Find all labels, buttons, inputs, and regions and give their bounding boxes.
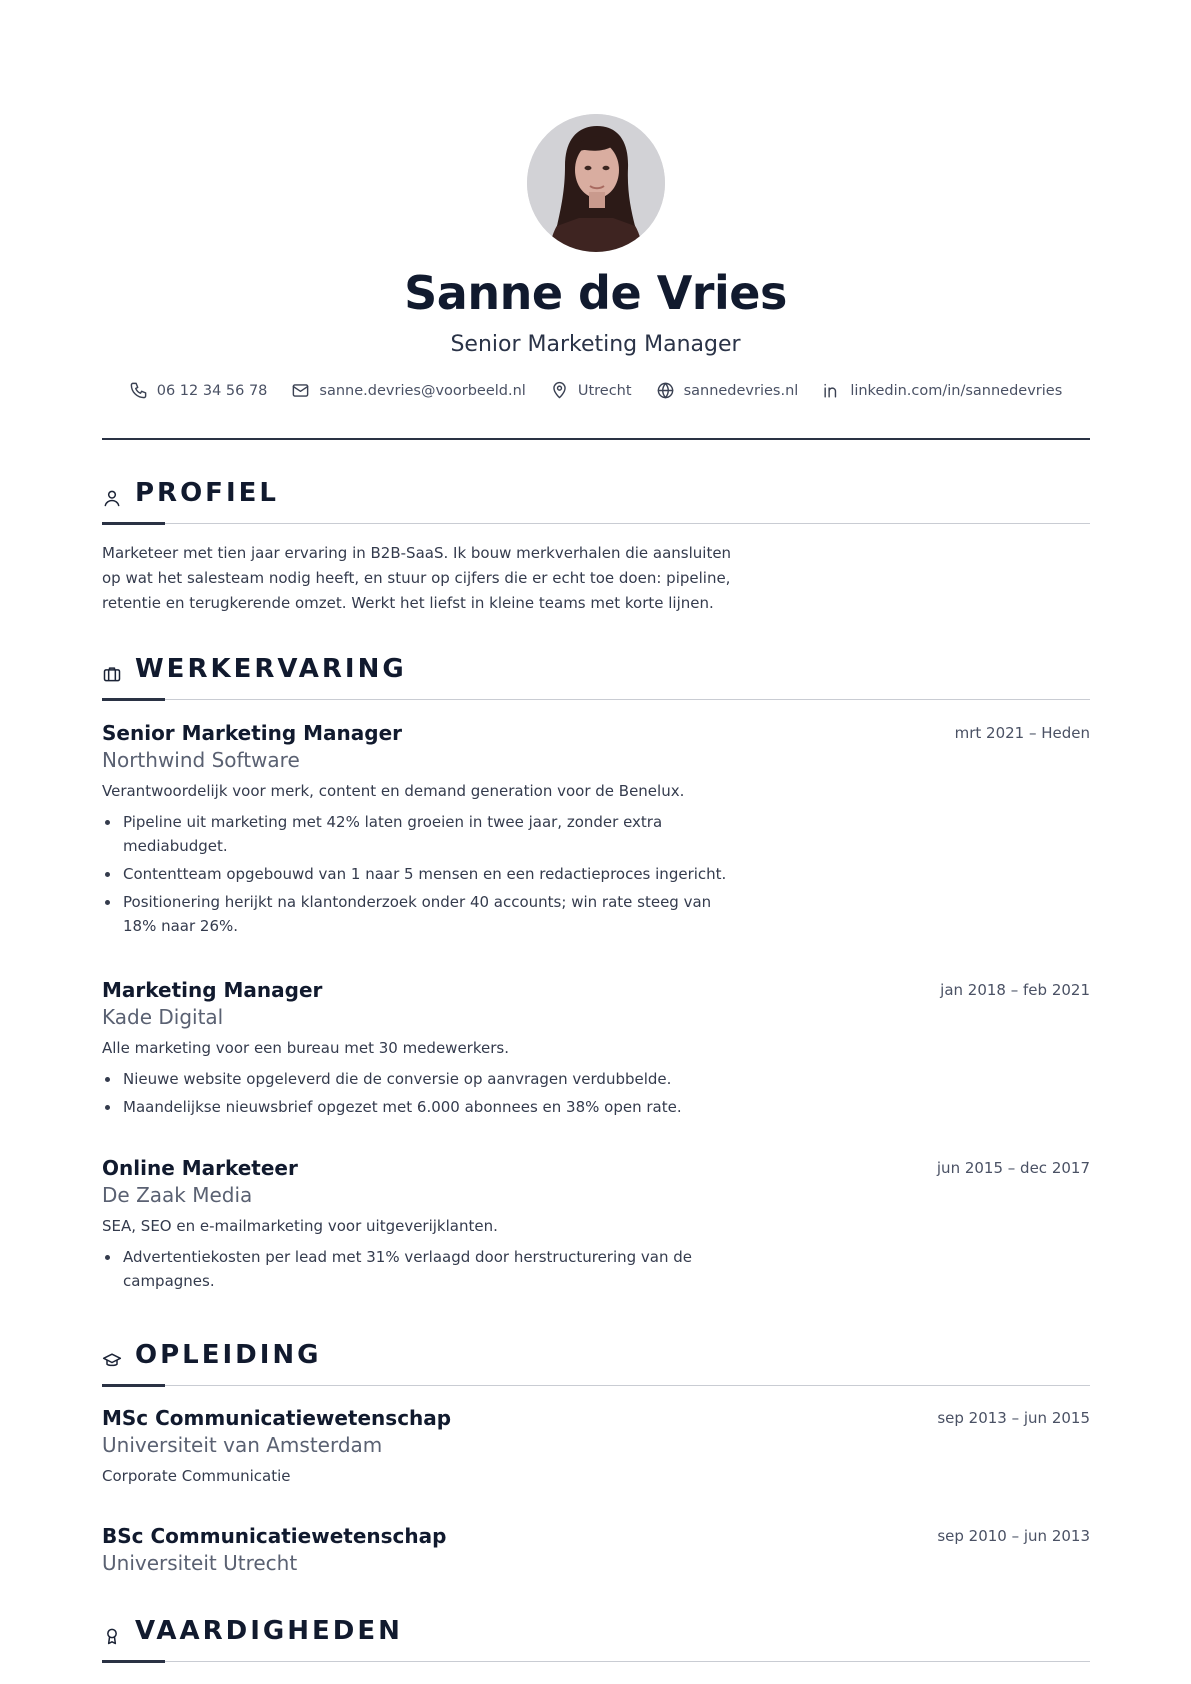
award-ribbon-icon <box>102 1626 122 1646</box>
section-accent-bar <box>102 698 165 701</box>
job-title: Online Marketeer <box>102 1156 298 1180</box>
experience-entry <box>102 977 1090 1123</box>
date-range: jun 2015 – dec 2017 <box>936 1159 1090 1177</box>
education-entry <box>102 1405 1090 1487</box>
experience-entry <box>102 720 1090 942</box>
section-skills-title: VAARDIGHEDEN <box>135 1616 403 1646</box>
section-accent-bar <box>102 522 165 525</box>
globe-icon <box>656 381 675 400</box>
candidate-name: Sanne de Vries <box>404 266 787 320</box>
candidate-headline: Senior Marketing Manager <box>450 332 741 357</box>
contact-website-text: sannedevries.nl <box>683 382 799 399</box>
list-item: Maandelijkse nieuwsbrief opgezet met 6.000 abonnees en 38% open rate. <box>102 1095 742 1119</box>
list-item: Positionering herijkt na klantonderzoek onder 40 accounts; win rate steeg van 18% naar 26%. <box>102 890 742 938</box>
job-summary: Alle marketing voor een bureau met 30 medewerkers. <box>102 1039 509 1057</box>
avatar <box>527 114 665 252</box>
section-education-title: OPLEIDING <box>135 1340 322 1370</box>
achievement-list <box>102 810 742 938</box>
employer: Kade Digital <box>102 1005 224 1029</box>
section-accent-bar <box>102 1660 165 1663</box>
section-experience-title: WERKERVARING <box>135 654 407 684</box>
header-divider <box>102 438 1090 440</box>
contact-email[interactable] <box>291 381 525 400</box>
education-entry <box>102 1523 1090 1577</box>
list-item: Nieuwe website opgeleverd die de conversie op aanvragen verdubbelde. <box>102 1067 742 1091</box>
section-accent-bar <box>102 1384 165 1387</box>
contact-linkedin[interactable] <box>822 381 1062 400</box>
degree-title: MSc Communicatiewetenschap <box>102 1406 452 1430</box>
employer: De Zaak Media <box>102 1183 253 1207</box>
contact-website[interactable] <box>656 381 799 400</box>
contact-bar <box>0 381 1191 400</box>
section-divider <box>102 1385 1090 1386</box>
achievement-list <box>102 1245 742 1293</box>
location-pin-icon <box>550 381 569 400</box>
section-profile-header <box>102 474 1090 524</box>
section-profile-title: PROFIEL <box>135 478 279 508</box>
contact-linkedin-text: linkedin.com/in/sannedevries <box>850 382 1063 399</box>
achievement-list <box>102 1067 742 1119</box>
contact-email-text: sanne.devries@voorbeeld.nl <box>319 382 526 399</box>
institution: Universiteit van Amsterdam <box>102 1433 383 1457</box>
mail-icon <box>291 381 310 400</box>
profile-summary: Marketeer met tien jaar ervaring in B2B-SaaS. Ik bouw merkverhalen die aansluiten op wat het salesteam nodig heeft, en stuur op cijfers die er echt toe doen: pipeline, retentie en terugkerende omzet. Werkt het liefst in kleine teams met korte lijnen. <box>102 544 732 612</box>
linkedin-icon <box>822 381 841 400</box>
briefcase-icon <box>102 664 122 684</box>
date-range: sep 2010 – jun 2013 <box>937 1527 1090 1545</box>
contact-phone[interactable] <box>129 381 268 400</box>
specialization: Corporate Communicatie <box>102 1467 291 1485</box>
contact-location-text: Utrecht <box>577 382 632 399</box>
experience-entry <box>102 1155 1090 1297</box>
section-divider <box>102 1661 1090 1662</box>
job-summary: SEA, SEO en e-mailmarketing voor uitgeverijklanten. <box>102 1217 498 1235</box>
list-item: Contentteam opgebouwd van 1 naar 5 mensen en een redactieproces ingericht. <box>102 862 742 886</box>
contact-location <box>550 381 632 400</box>
job-summary: Verantwoordelijk voor merk, content en demand generation voor de Benelux. <box>102 782 685 800</box>
section-divider <box>102 699 1090 700</box>
section-skills-header <box>102 1612 1090 1662</box>
list-item: Pipeline uit marketing met 42% laten groeien in twee jaar, zonder extra mediabudget. <box>102 810 742 858</box>
job-title: Senior Marketing Manager <box>102 721 403 745</box>
section-education-header <box>102 1336 1090 1386</box>
employer: Northwind Software <box>102 748 300 772</box>
date-range: sep 2013 – jun 2015 <box>937 1409 1090 1427</box>
section-experience-header <box>102 650 1090 700</box>
contact-phone-text: 06 12 34 56 78 <box>156 382 268 399</box>
section-divider <box>102 523 1090 524</box>
avatar-portrait-image <box>527 114 665 252</box>
institution: Universiteit Utrecht <box>102 1551 298 1575</box>
person-icon <box>102 488 122 508</box>
list-item: Advertentiekosten per lead met 31% verlaagd door herstructurering van de campagnes. <box>102 1245 742 1293</box>
graduation-cap-icon <box>102 1350 122 1370</box>
date-range: mrt 2021 – Heden <box>954 724 1090 742</box>
phone-icon <box>129 381 148 400</box>
date-range: jan 2018 – feb 2021 <box>940 981 1090 999</box>
job-title: Marketing Manager <box>102 978 323 1002</box>
degree-title: BSc Communicatiewetenschap <box>102 1524 447 1548</box>
